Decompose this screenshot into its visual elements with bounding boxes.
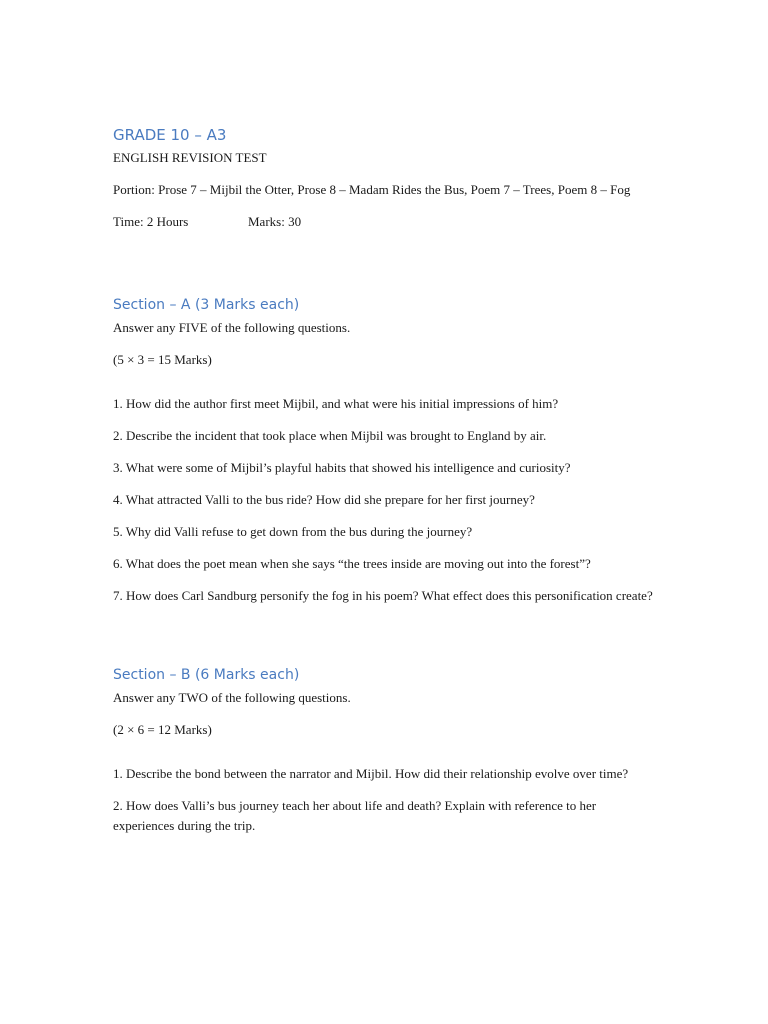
section-a-questions	[113, 394, 658, 606]
section-a-marks-note: (5 × 3 = 15 Marks)	[113, 352, 212, 367]
section-b-heading: Section – B (6 Marks each)	[113, 667, 300, 683]
question-item: 1. How did the author first meet Mijbil, and what were his initial impressions of him?	[113, 396, 559, 411]
question-item: 6. What does the poet mean when she says “the trees inside are moving out into the forest”?	[113, 556, 591, 571]
question-item: 4. What attracted Valli to the bus ride? How did she prepare for her first journey?	[113, 492, 535, 507]
section-b-questions	[113, 764, 658, 836]
section-a-heading: Section – A (3 Marks each)	[113, 297, 300, 313]
question-item: 2. How does Valli’s bus journey teach her about life and death? Explain with reference to her experiences during the trip.	[113, 798, 597, 833]
document-subtitle: ENGLISH REVISION TEST	[113, 150, 267, 165]
question-item: 5. Why did Valli refuse to get down from the bus during the journey?	[113, 524, 473, 539]
section-b-marks-note: (2 × 6 = 12 Marks)	[113, 722, 212, 737]
question-item: 3. What were some of Mijbil’s playful habits that showed his intelligence and curiosity?	[113, 460, 571, 475]
question-item: 2. Describe the incident that took place when Mijbil was brought to England by air.	[113, 428, 547, 443]
question-item: 1. Describe the bond between the narrator and Mijbil. How did their relationship evolve over time?	[113, 766, 629, 781]
section-a-instruction: Answer any FIVE of the following questions.	[113, 320, 351, 335]
time-text: Time: 2 Hours	[113, 214, 189, 229]
section-b-instruction: Answer any TWO of the following questions.	[113, 690, 351, 705]
document-title: GRADE 10 – A3	[113, 126, 227, 144]
document-page	[113, 122, 658, 848]
question-item: 7. How does Carl Sandburg personify the fog in his poem? What effect does this personification create?	[113, 588, 653, 603]
time-marks-row	[113, 212, 658, 232]
portion-text: Portion: Prose 7 – Mijbil the Otter, Prose 8 – Madam Rides the Bus, Poem 7 – Trees, Poem 8 – Fog	[113, 182, 631, 197]
marks-text: Marks: 30	[248, 214, 302, 229]
